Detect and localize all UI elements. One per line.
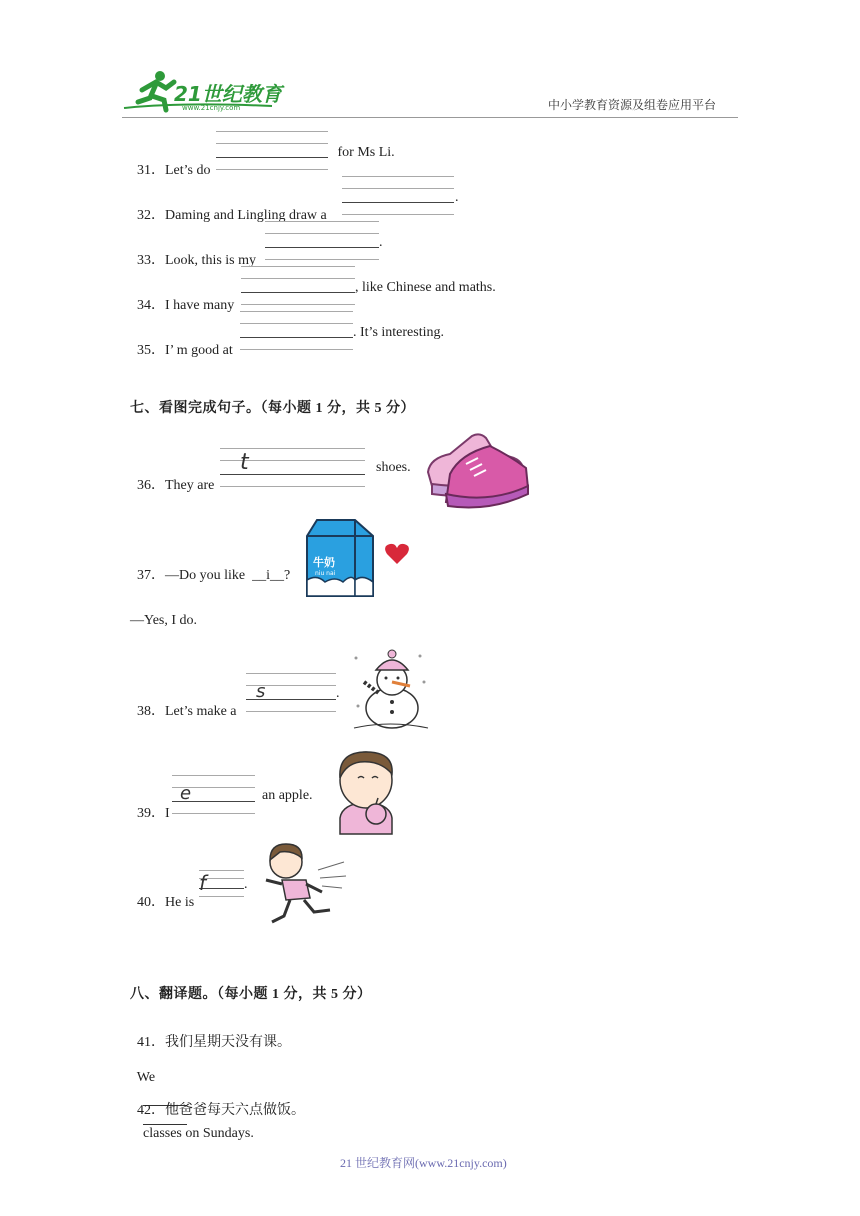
question-34 xyxy=(130,279,234,315)
boy-eating-icon xyxy=(330,748,402,836)
question-number: 38． xyxy=(137,704,165,719)
question-text-before: They are xyxy=(165,478,215,493)
question-number: 31． xyxy=(137,163,165,178)
writing-grid-40[interactable] xyxy=(199,870,244,898)
section-8-title: 八、翻译题。（每小题 1 分，共 5 分） xyxy=(130,987,372,1002)
milk-label: 牛奶 xyxy=(313,556,335,569)
hint-letter: e xyxy=(180,783,192,804)
question-text-before: Let’s make a xyxy=(165,704,237,719)
question-text-before: Let’s do xyxy=(165,163,211,178)
footer-text[interactable]: 21 世纪教育网(www.21cnjy.com) xyxy=(340,1156,507,1170)
question-number: 34． xyxy=(137,298,165,313)
logo-text: 21世纪教育 xyxy=(174,82,282,106)
question-chinese: 我们星期天没有课。 xyxy=(165,1035,291,1050)
question-number: 33． xyxy=(137,253,165,268)
boy-running-image xyxy=(256,840,348,930)
question-text-before: I’ m good at xyxy=(165,343,233,358)
english-prefix: We xyxy=(136,1070,156,1085)
writing-grid-36[interactable] xyxy=(220,448,365,488)
question-39 xyxy=(130,787,170,823)
milk-carton-image xyxy=(303,516,377,600)
question-text-after: . It’s interesting. xyxy=(353,325,444,340)
question-text-after: shoes. xyxy=(376,460,411,475)
question-text-after: for Ms Li. xyxy=(334,145,395,160)
writing-grid-34[interactable] xyxy=(241,266,355,306)
header-divider xyxy=(122,117,738,118)
header-platform-text: 中小学教育资源及组卷应用平台 xyxy=(548,98,717,112)
heart-icon xyxy=(384,542,410,566)
question-37 xyxy=(130,549,290,585)
question-number: 36． xyxy=(137,478,165,493)
question-number: 40． xyxy=(137,895,165,910)
writing-grid-32[interactable] xyxy=(342,176,454,216)
question-text-after: . xyxy=(336,686,340,701)
english-suffix: classes on Sundays. xyxy=(143,1126,254,1141)
question-text-before: Daming and Lingling draw a xyxy=(165,208,327,223)
section-7-title: 七、看图完成句子。（每小题 1 分，共 5 分） xyxy=(130,401,415,416)
logo-url: www.21cnjy.com xyxy=(182,104,241,112)
shoes-icon xyxy=(420,424,530,510)
answer-37: —Yes, I do. xyxy=(130,613,198,628)
question-chinese: 他爸爸每天六点做饭。 xyxy=(165,1103,305,1118)
question-number: 41． xyxy=(137,1035,165,1050)
writing-grid-33[interactable] xyxy=(265,221,379,261)
question-number: 32． xyxy=(137,208,165,223)
question-33 xyxy=(130,234,256,270)
question-text-after: . xyxy=(379,235,383,250)
hint-letter: s xyxy=(256,681,266,702)
question-text-after: . xyxy=(244,877,248,892)
question-36 xyxy=(130,459,214,495)
site-logo xyxy=(122,68,290,116)
question-number: 39． xyxy=(137,806,165,821)
question-32 xyxy=(130,189,327,225)
question-text-before: —Do you like __i__? xyxy=(165,568,291,583)
writing-grid-39[interactable] xyxy=(172,775,255,815)
question-text-before: I xyxy=(165,806,170,821)
writing-grid-38[interactable] xyxy=(246,673,336,713)
question-number: 35． xyxy=(137,343,165,358)
question-text-after: . xyxy=(455,190,459,205)
question-40 xyxy=(130,876,194,912)
writing-grid-31[interactable] xyxy=(216,131,328,171)
question-31 xyxy=(130,144,211,180)
question-text-before: I have many xyxy=(165,298,235,313)
question-38 xyxy=(130,685,237,721)
question-text-after: , like Chinese and maths. xyxy=(355,280,496,295)
sneakers-image xyxy=(420,424,530,510)
question-text-before: Look, this is my xyxy=(165,253,257,268)
hint-letter: t xyxy=(240,450,249,475)
question-text-before: He is xyxy=(165,895,195,910)
question-text-after: an apple. xyxy=(262,788,313,803)
question-42 xyxy=(130,1084,305,1120)
hint-letter: f xyxy=(199,871,207,895)
question-35 xyxy=(130,324,233,360)
milk-pinyin: niu nai xyxy=(315,570,336,577)
snowman-image xyxy=(350,646,430,732)
question-41 xyxy=(130,1016,291,1052)
question-number: 42． xyxy=(137,1103,165,1118)
boy-eating-apple-image xyxy=(330,748,402,836)
question-number: 37． xyxy=(137,568,165,583)
boy-running-icon xyxy=(256,840,348,930)
snowman-icon xyxy=(350,646,430,732)
writing-grid-35[interactable] xyxy=(240,311,353,351)
